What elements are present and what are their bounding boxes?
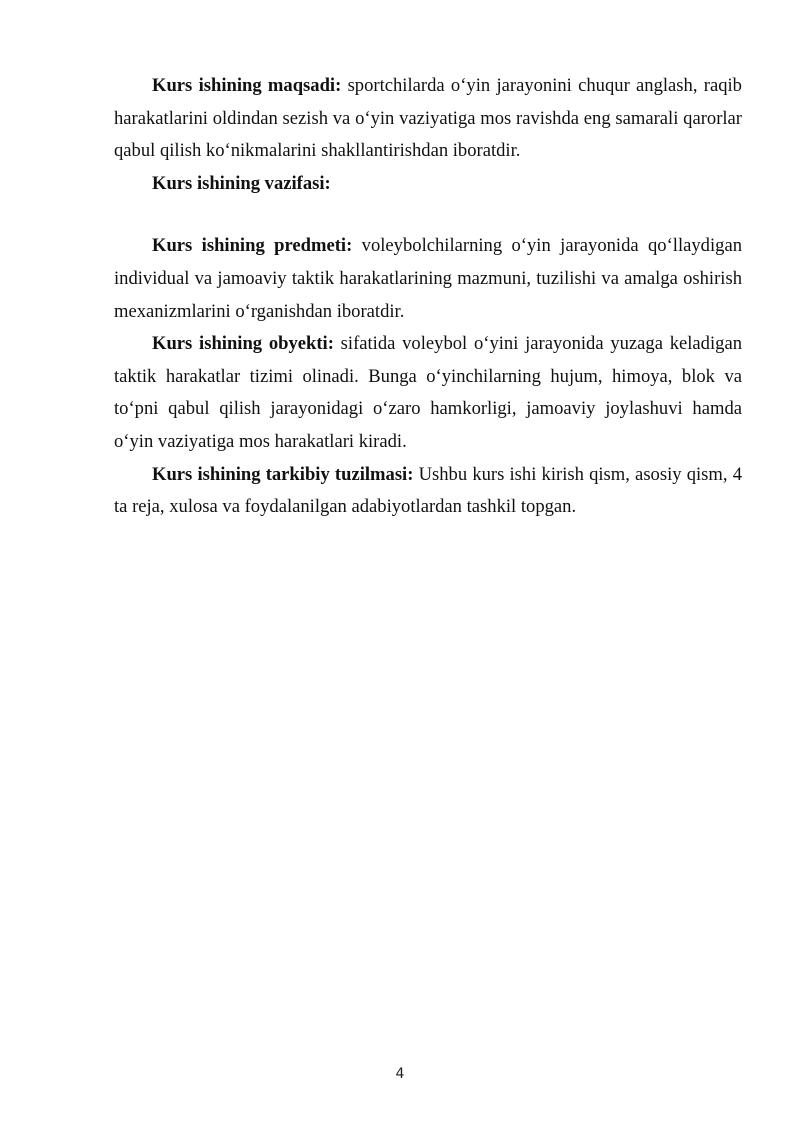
paragraph-predmeti (114, 230, 742, 328)
page-number: 4 (395, 1066, 405, 1082)
document-body (114, 70, 742, 524)
paragraph-text-maqsadi: sportchilarda o‘yin jarayonini chuqur anglash, raqib harakatlarini oldindan sezish va o‘yin vaziyatiga mos ravishda eng samarali qarorlar qabul qilish ko‘nikmalarini shakllantirishdan iboratdir. (114, 75, 742, 162)
paragraph-maqsadi (114, 70, 742, 168)
paragraph-heading-predmeti: Kurs ishining predmeti: (152, 235, 353, 257)
paragraph-heading-vazifasi: Kurs ishining vazifasi: (152, 172, 331, 194)
paragraph-vazifasi (114, 168, 742, 201)
paragraph-text-predmeti: voleybolchilarning o‘yin jarayonida qo‘llaydigan individual va jamoaviy taktik harakatlarining mazmuni, tuzilishi va amalga oshirish mexanizmlarini o‘rganishdan iboratdir. (114, 235, 742, 322)
paragraph-heading-obyekti: Kurs ishining obyekti: (152, 333, 334, 355)
paragraph-heading-maqsadi: Kurs ishining maqsadi: (152, 75, 342, 96)
paragraph-tarkibiy-tuzilmasi (114, 459, 742, 524)
paragraph-text-obyekti: sifatida voleybol o‘yini jarayonida yuzaga keladigan taktik harakatlar tizimi olinadi. Bunga o‘yinchilarning hujum, himoya, blok va to‘pni qabul qilish jarayonidagi o‘zaro hamkorligi, jamoaviy joylashuvi hamda o‘yin vaziyatiga mos harakatlari kiradi. (114, 333, 742, 452)
paragraph-heading-tarkibiy-tuzilmasi: Kurs ishining tarkibiy tuzilmasi: (152, 463, 414, 485)
paragraph-obyekti (114, 328, 742, 458)
paragraph-text-tarkibiy-tuzilmasi: Ushbu kurs ishi kirish qism, asosiy qism, 4 ta reja, xulosa va foydalanilgan adabiyotlardan tashkil topgan. (114, 463, 742, 518)
